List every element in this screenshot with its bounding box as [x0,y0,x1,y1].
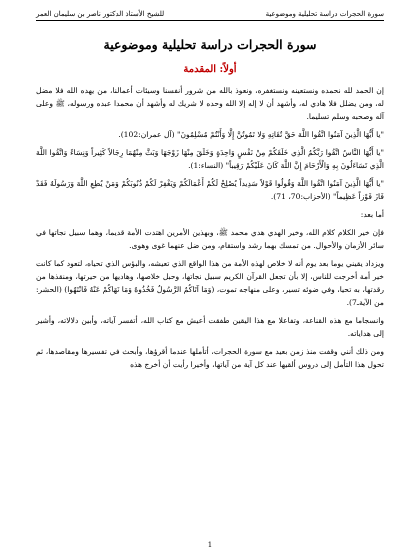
running-header [36,10,384,21]
section-label: المقدمة [183,64,217,75]
page-number: 1 [207,541,213,549]
paragraph-certainty: ويزداد يقيني يوما بعد يوم أنه لا خلاص لهذه الأمة من هذا الواقع الذي تعيشه، والبؤس الذي تحياه، لتعود كما كانت خير أمة أخرجت للناس، إلا بأن تجعل القرآن الكريم سبيل نجاتها، وحبل خلاصها، وهاديها من حيرتها، ومنقذها من رقدتها، به تحيا، وفي ضوئه تسير، وعلى منهاجه تموت، (وَمَا آتَاكُمُ الرَّسُولُ فَخُذُوهُ وَمَا نَهَاكُمْ عَنْهُ فَانْتَهُوا) (الحشر: من الآيةـ7). [36,259,384,307]
document-title: سورة الحجرات دراسة تحليلية وموضوعية [103,37,317,52]
paragraph-hujurat: ومن ذلك أنني وقفت منذ زمن بعيد مع سورة الحجرات، أتأملها عندما أقرؤها، وأبحث في تفسيرها ومقاصدها، ثم تحول هذا التأمل إلى دروس ألقيها عند كل آية من آياتها، وأخيرا رأيت أن أخرج هذه [36,347,384,369]
body-text [36,84,384,371]
section-number: أولاً: [219,64,237,75]
paragraph-amma-baad: أما بعد: [360,210,384,219]
paragraph-best-speech: فإن خير الكلام كلام الله، وخير الهدي هدي محمد ﷺ، وبهذين الأمرين اهتدت الأمة قديما، وهما سبيل نجاتها في سائر الأزمان والأحوال. من تمسك بهما رشد واستقام، ومن ضل عنهما غوى وهوى. [36,228,384,250]
paragraph-verse-nisa: "يا أَيُّهَا النَّاسُ اتَّقُوا رَبَّكُمُ الَّذِي خَلَقَكُمْ مِنْ نَفْسٍ وَاحِدَةٍ وَخَلَقَ مِنْهَا زَوْجَهَا وَبَثَّ مِنْهُمَا رِجَالاً كَثِيراً وَنِسَاءً وَاتَّقُوا اللَّهَ الَّذِي تَسَاءَلُونَ بِهِ وَالْأَرْحَامَ إِنَّ اللَّهَ كَانَ عَلَيْكُمْ رَقِيباً" (النساء:1). [36,148,384,170]
paragraph-harmony: وانسجاما مع هذه القناعة، وتفاعلا مع هذا اليقين طفقت أعيش مع كتاب الله، أتفسر آياته، وأبين دلالاته، وأشير إلى هداياته. [36,316,384,338]
section-heading [36,64,384,76]
paragraph-verse-ahzab: "يا أَيُّهَا الَّذِينَ آمَنُوا اتَّقُوا اللَّهَ وَقُولُوا قَوْلاً سَدِيداً يُصْلِحْ لَكُمْ أَعْمَالَكُمْ وَيَغْفِرْ لَكُمْ ذُنُوبَكُمْ وَمَنْ يُطِعِ اللَّهَ وَرَسُولَهُ فَقَدْ فَازَ فَوْزاً عَظِيماً" (الأحزاب:70، 71). [36,179,384,201]
header-book-title: سورة الحجرات دراسة تحليلية وموضوعية [265,10,384,18]
header-author: للشيخ الأستاذ الدكتور ناصر بن سليمان العمر [36,10,165,18]
paragraph-intro: إن الحمد لله نحمده ونستعينه ونستغفره، ونعوذ بالله من شرور أنفسنا وسيئات أعمالنا، من يهده الله فلا مضل له، ومن يضلل فلا هادي له، وأشهد أن لا إله إلا الله وحده لا شريك له وأشهد أن محمدا عبده ورسوله، ﷺ وعلى آله وصحبه وسلم تسليما. [36,86,384,121]
paragraph-verse-al-imran: "يا أَيُّهَا الَّذِينَ آمَنُوا اتَّقُوا اللَّهَ حَقَّ تُقَاتِهِ وَلا تَمُوتُنَّ إِلَّا وَأَنْتُمْ مُسْلِمُونَ" (آل عمران:102). [118,130,384,139]
